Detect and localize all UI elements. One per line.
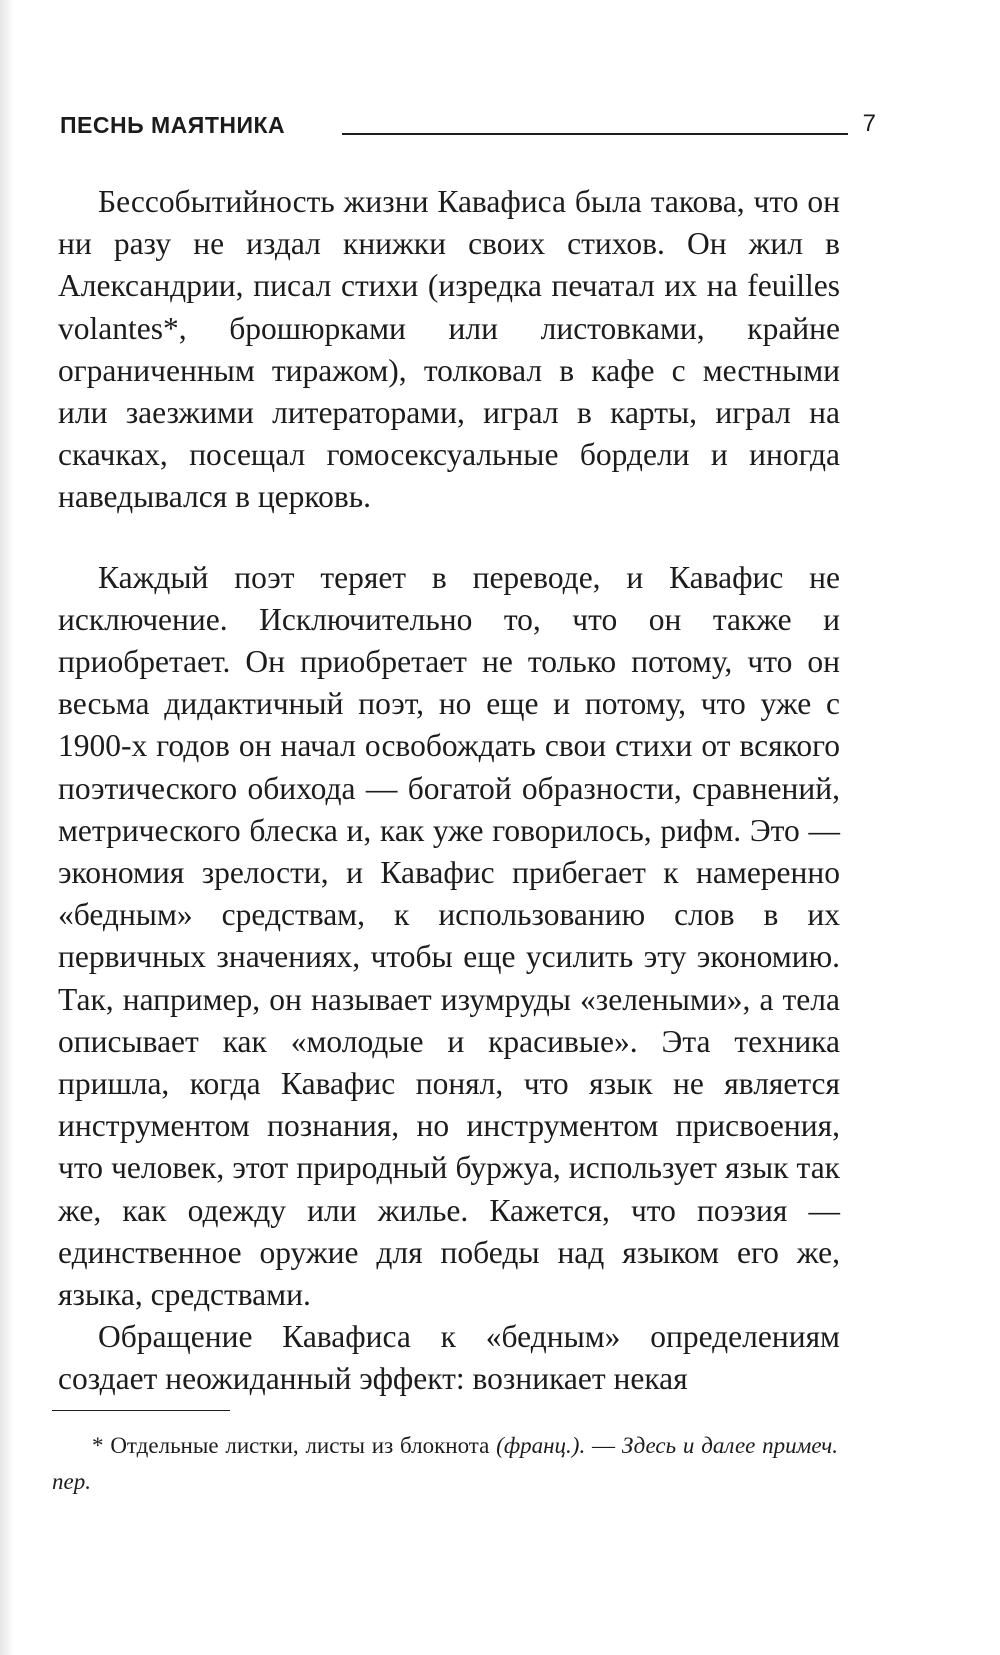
running-header [60,106,878,140]
footnote [52,1428,838,1500]
footnote-rule [52,1410,230,1411]
header-rule [342,133,848,135]
page-edge-shadow [0,0,14,1655]
page-number: 7 [862,110,876,137]
running-title: ПЕСНЬ МАЯТНИКА [60,112,286,138]
paragraph-2: Каждый поэт теряет в переводе, и Кавафис не исключение. Исключительно то, что он также и приобретает. Он приобретает не только потому, что он весьма дидактичный поэт, но еще и потому, что уже с 1900-х годов он начал освобождать свои стихи от всякого поэтического обихода — богатой образности, сравнений, метрического блеска и, как уже говорилось, рифм. Это — экономия зрелости, и Кавафис прибегает к намеренно «бедным» средствам, к использованию слов в их первичных значениях, чтобы еще усилить эту экономию. Так, например, он называет изумруды «зелеными», а тела описывает как «молодые и красивые». Эта техника пришла, когда Кавафис понял, что язык не является инструментом познания, но инструментом присвоения, что человек, этот природный буржуа, использует язык так же, как одежду или жилье. Кажется, что поэзия — единственное оружие для победы над языком его же, языка, средствами. [58,559,840,1313]
paragraph-1: Бессобытийность жизни Кавафиса была такова, что он ни разу не издал книжки своих стихов. Он жил в Александрии, писал стихи (изредка печатал их на feuilles volantes*, брошюрками или листовками, крайне ограниченным тиражом), толковал в кафе с местными или заезжими литераторами, играл в карты, играл на скачках, посещал гомосексуальные бордели и иногда наведывался в церковь. [58,184,840,515]
body-text [58,181,840,1401]
footnote-translator-note: Здесь и далее примеч. пер. [52,1433,838,1494]
footnote-dash: — [585,1433,622,1458]
footnote-text: * Отдельные листки, листы из блокнота [92,1433,490,1458]
paragraph-3: Обращение Кавафиса к «бедным» определениям создает неожиданный эффект: возникает некая [58,1319,840,1397]
footnote-language: (франц.). [496,1433,586,1458]
